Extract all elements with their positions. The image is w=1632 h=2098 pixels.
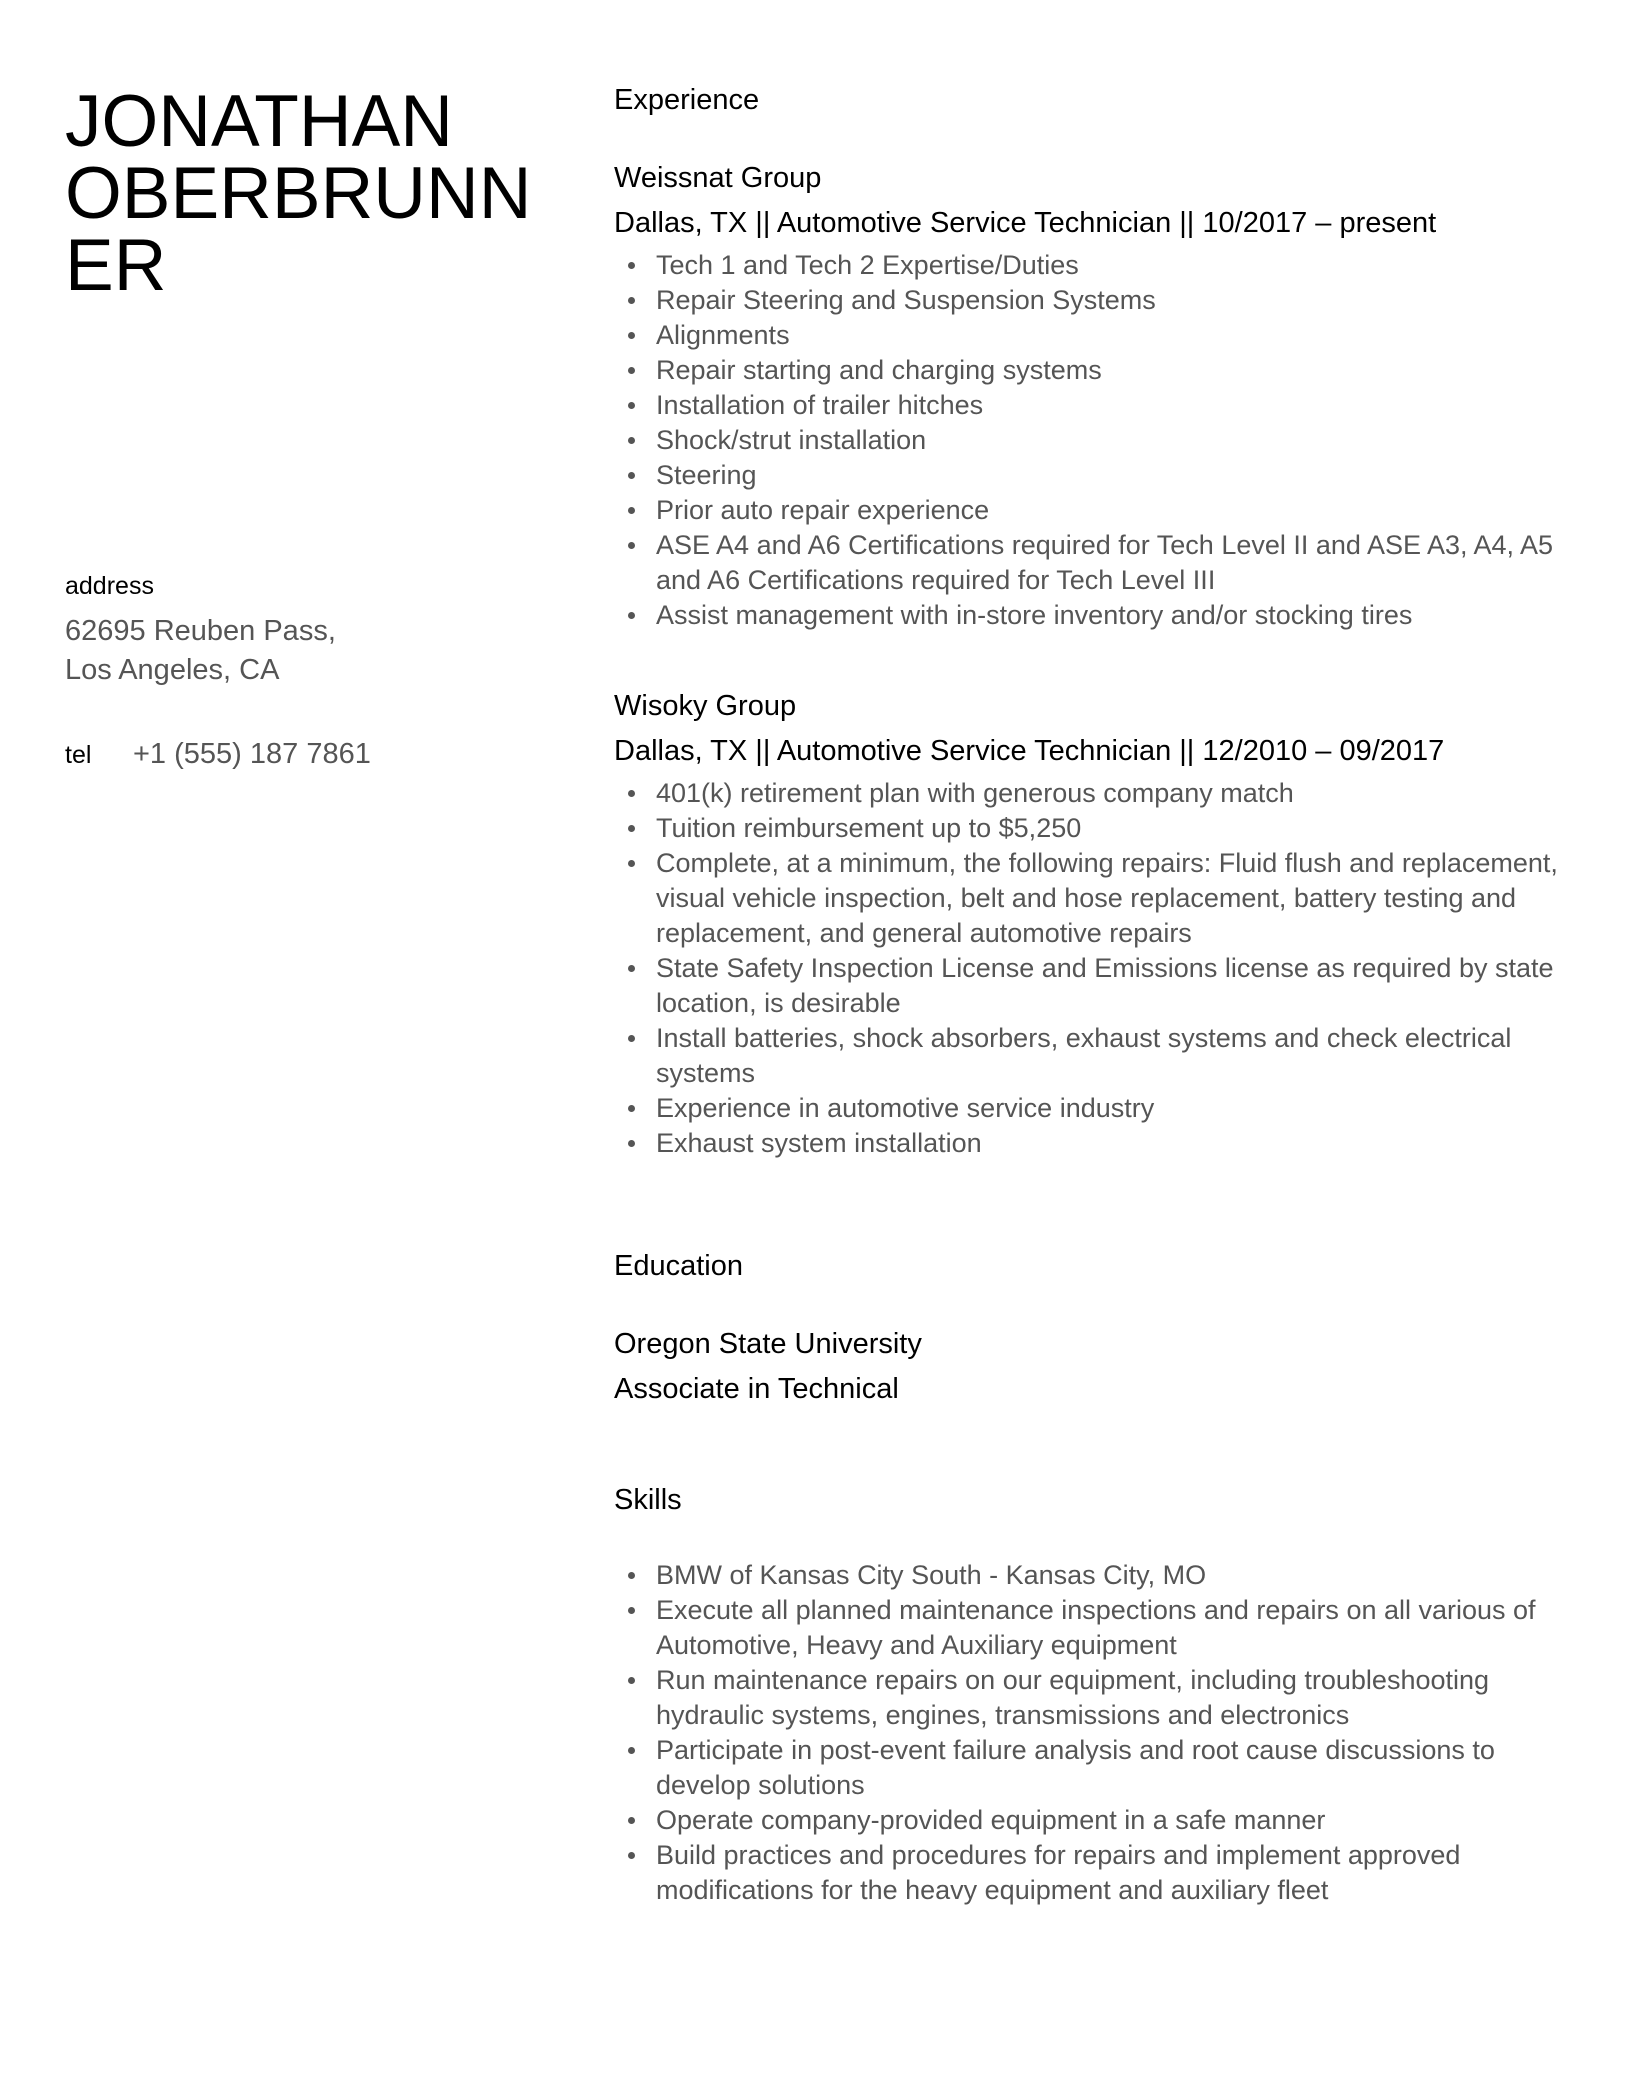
list-item: Run maintenance repairs on our equipment, including troubleshooting hydraulic systems, engines, transmissions and electronics [656,1663,1586,1733]
job-meta: Dallas, TX || Automotive Service Technician || 12/2010 – 09/2017 [614,735,1445,767]
list-item: Experience in automotive service industry [656,1091,1586,1126]
list-item: State Safety Inspection License and Emissions license as required by state location, is desirable [656,951,1586,1021]
list-item: 401(k) retirement plan with generous company match [656,776,1586,811]
list-item: ASE A4 and A6 Certifications required for Tech Level II and ASE A3, A4, A5 and A6 Certifications required for Tech Level III [656,528,1586,598]
list-item: Operate company-provided equipment in a safe manner [656,1803,1586,1838]
list-item: Tuition reimbursement up to $5,250 [656,811,1586,846]
name-line: OBERBRUNN [65,153,532,234]
phone-label: tel [65,741,92,769]
list-item: Participate in post-event failure analysis and root cause discussions to develop solutions [656,1733,1586,1803]
school-name: Oregon State University [614,1328,922,1360]
list-item: Shock/strut installation [656,423,1586,458]
list-item: Steering [656,458,1586,493]
list-item: Build practices and procedures for repairs and implement approved modifications for the heavy equipment and auxiliary fleet [656,1838,1586,1908]
list-item: Tech 1 and Tech 2 Expertise/Duties [656,248,1586,283]
list-item: Exhaust system installation [656,1126,1586,1161]
list-item: Repair Steering and Suspension Systems [656,283,1586,318]
address-value [65,612,336,690]
name-line: JONATHAN [65,81,453,162]
profile-column [65,81,565,306]
degree: Associate in Technical [614,1373,899,1405]
job-duties-list [614,248,1586,633]
address-line: Los Angeles, CA [65,654,280,686]
job-company: Weissnat Group [614,162,822,194]
skills-list [614,1558,1586,1908]
address-label: address [65,572,154,600]
list-item: Alignments [656,318,1586,353]
name-line: ER [65,225,167,306]
job-company: Wisoky Group [614,690,797,722]
candidate-name [65,81,565,306]
list-item: Repair starting and charging systems [656,353,1586,388]
list-item: Prior auto repair experience [656,493,1586,528]
job-meta: Dallas, TX || Automotive Service Technician || 10/2017 – present [614,207,1437,239]
list-item: BMW of Kansas City South - Kansas City, MO [656,1558,1586,1593]
list-item: Assist management with in-store inventory and/or stocking tires [656,598,1586,633]
phone-row [65,738,371,771]
list-item: Install batteries, shock absorbers, exhaust systems and check electrical systems [656,1021,1586,1091]
address-line: 62695 Reuben Pass, [65,615,336,647]
list-item: Complete, at a minimum, the following repairs: Fluid flush and replacement, visual vehicle inspection, belt and hose replacement, battery testing and replacement, and general automotive repairs [656,846,1586,951]
list-item: Execute all planned maintenance inspections and repairs on all various of Automotive, Heavy and Auxiliary equipment [656,1593,1586,1663]
list-item: Installation of trailer hitches [656,388,1586,423]
job-duties-list [614,776,1586,1161]
education-heading: Education [614,1250,743,1282]
skills-heading: Skills [614,1484,682,1516]
experience-heading: Experience [614,84,760,116]
phone-value: +1 (555) 187 7861 [133,738,371,770]
